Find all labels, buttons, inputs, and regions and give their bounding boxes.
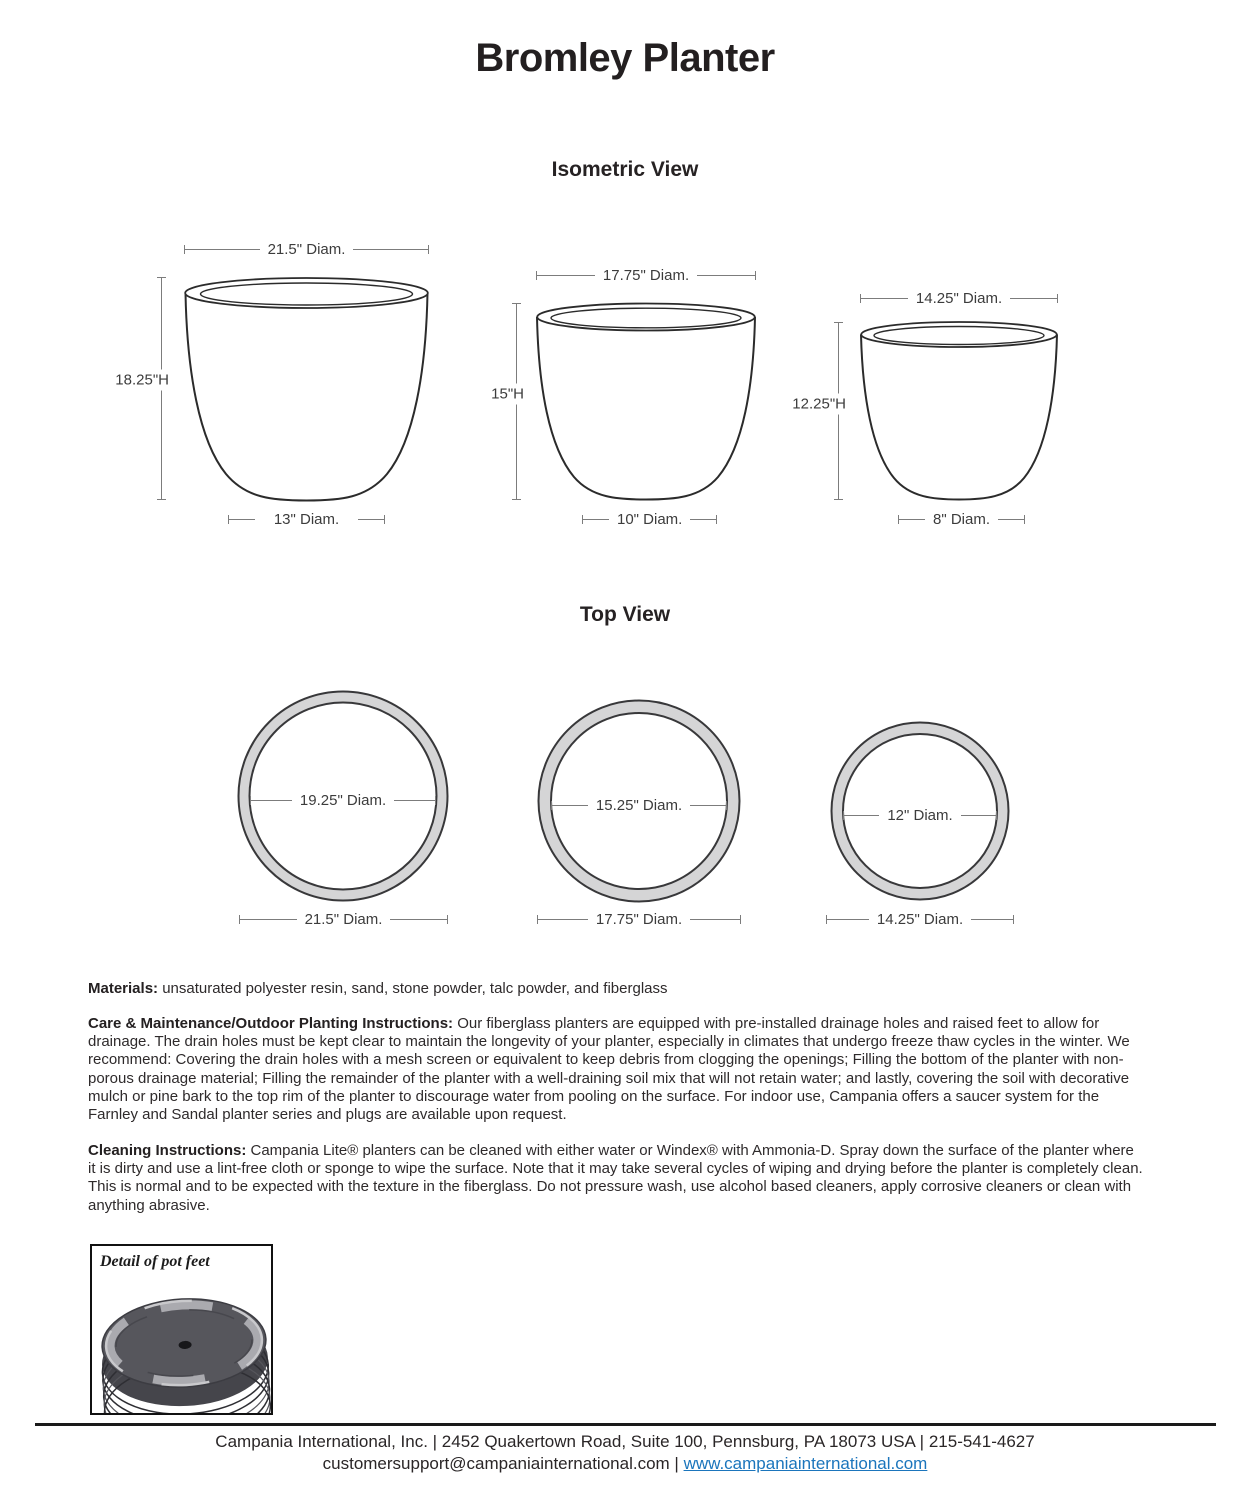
dim-label: 19.25" Diam. — [299, 792, 387, 809]
top-view-heading: Top View — [579, 603, 671, 626]
dim-line — [240, 919, 297, 920]
dim-line — [899, 519, 925, 520]
dim-height-large — [115, 277, 169, 500]
dim-label: 21.5" Diam. — [267, 241, 346, 258]
footer-separator: | — [669, 1454, 684, 1473]
dim-outer-diameter-large — [239, 911, 448, 928]
cleaning-label: Cleaning Instructions: — [88, 1142, 247, 1159]
dim-line — [538, 919, 588, 920]
dim-outer-diameter-small — [826, 911, 1014, 928]
dim-line — [971, 919, 1013, 920]
dim-label: 18.25"H — [112, 369, 170, 390]
dim-tick — [726, 801, 727, 810]
isometric-view-heading: Isometric View — [551, 158, 699, 181]
dim-inner-diameter-large — [250, 792, 436, 809]
dim-tick — [157, 499, 166, 500]
dim-line — [961, 815, 996, 816]
footer-email: customersupport@campaniainternational.com — [322, 1454, 670, 1473]
dim-bottom-diameter-small — [898, 511, 1015, 528]
pot-feet-detail-box — [90, 1244, 273, 1415]
dim-top-diameter-large — [184, 241, 429, 258]
dim-tick — [447, 915, 448, 924]
dim-tick — [384, 515, 385, 524]
dim-label: 10" Diam. — [617, 511, 683, 528]
dim-line — [537, 275, 595, 276]
dim-line — [229, 519, 255, 520]
dim-label: 8" Diam. — [933, 511, 991, 528]
dim-label: 12.25"H — [789, 393, 847, 414]
dim-line — [353, 249, 428, 250]
pot-feet-caption: Detail of pot feet — [100, 1253, 210, 1270]
dim-tick — [740, 915, 741, 924]
dim-tick — [435, 796, 436, 805]
cleaning-text: Campania Lite® planters can be cleaned with either water or Windex® with Ammonia-D. Spray down the surface of the planter where it is dirty and use a lint-free cloth or sponge to wipe the surface. Note that it may take several cycles of wiping and drying before the planter is completely clean. This is normal and to be expected with the texture in the fiberglass. Do not pressure wash, use alcohol based cleaners, apply corrosive cleaners or clean with anything abrasive. — [88, 1142, 1143, 1214]
dim-tick — [1024, 515, 1025, 524]
dim-tick — [428, 245, 429, 254]
dim-line — [690, 519, 716, 520]
dim-line — [390, 919, 447, 920]
page-title: Bromley Planter — [475, 36, 775, 80]
dim-label: 14.25" Diam. — [915, 290, 1003, 307]
top-view-ring-small — [830, 721, 1010, 901]
dim-line — [844, 815, 879, 816]
dim-label: 17.75" Diam. — [595, 911, 683, 928]
dim-line — [690, 805, 726, 806]
top-view-ring-large — [237, 690, 449, 902]
materials-label: Materials: — [88, 980, 159, 997]
footer-divider — [35, 1423, 1216, 1426]
dim-tick — [716, 515, 717, 524]
footer-contact — [0, 1454, 1250, 1474]
dim-line — [251, 800, 292, 801]
materials-paragraph — [88, 980, 1143, 998]
dim-tick — [1057, 294, 1058, 303]
dim-bottom-diameter-medium — [582, 511, 707, 528]
dim-height-small — [792, 322, 846, 500]
dim-top-diameter-medium — [536, 267, 756, 284]
dim-label: 12" Diam. — [887, 807, 953, 824]
dim-tick — [512, 499, 521, 500]
pot-feet-photo — [92, 1285, 271, 1413]
planter-drawing-small — [860, 321, 1058, 501]
care-paragraph — [88, 1015, 1143, 1124]
dim-line — [690, 919, 740, 920]
dim-tick — [755, 271, 756, 280]
planter-drawing-large — [184, 276, 429, 502]
top-view-ring-medium — [537, 699, 741, 903]
care-label: Care & Maintenance/Outdoor Planting Instructions: — [88, 1015, 454, 1032]
planter-drawing-medium — [536, 302, 756, 501]
dim-line — [583, 519, 609, 520]
dim-bottom-diameter-large — [228, 511, 385, 528]
dim-label: 15.25" Diam. — [595, 797, 683, 814]
care-text: Our fiberglass planters are equipped with pre-installed drainage holes and raised feet to allow for drainage. The drain holes must be kept clear to maintain the longevity of your planter, especially in climates that undergo freeze thaw cycles in the winter. We recommend: Covering the drain holes with a mesh screen or equivalent to keep debris from clogging the openings; Filling the bottom of the planter with non-porous drainage material; Filling the remainder of the planter with a well-draining soil mix that will not retain water; and lastly, covering the soil with decorative mulch or pine bark to the top rim of the planter to discourage water from pooling on the surface. For indoor use, Campania offers a saucer system for the Farnley and Sandal planter series and plugs are available upon request. — [88, 1015, 1130, 1124]
dim-label: 17.75" Diam. — [602, 267, 690, 284]
dim-line — [861, 298, 908, 299]
dim-line — [394, 800, 435, 801]
dim-tick — [1013, 915, 1014, 924]
footer-website-link[interactable]: www.campaniainternational.com — [683, 1454, 928, 1473]
dim-inner-diameter-small — [843, 807, 997, 824]
dim-line — [552, 805, 588, 806]
dim-line — [1010, 298, 1057, 299]
dim-label: 14.25" Diam. — [876, 911, 964, 928]
dim-outer-diameter-medium — [537, 911, 741, 928]
dim-height-medium — [491, 303, 524, 500]
dim-line — [697, 275, 755, 276]
dim-tick — [996, 811, 997, 820]
dim-top-diameter-small — [860, 290, 1058, 307]
dim-inner-diameter-medium — [551, 797, 727, 814]
dim-tick — [834, 499, 843, 500]
dim-line — [358, 519, 384, 520]
materials-text: unsaturated polyester resin, sand, stone powder, talc powder, and fiberglass — [158, 980, 668, 997]
dim-line — [998, 519, 1024, 520]
cleaning-paragraph — [88, 1142, 1143, 1215]
footer-address: Campania International, Inc. | 2452 Quakertown Road, Suite 100, Pennsburg, PA 18073 USA | 215-541-4627 — [215, 1432, 1035, 1451]
dim-line — [185, 249, 260, 250]
dim-label: 21.5" Diam. — [304, 911, 383, 928]
dim-label: 13" Diam. — [273, 511, 340, 528]
dim-label: 15"H — [488, 383, 525, 404]
dim-line — [827, 919, 869, 920]
